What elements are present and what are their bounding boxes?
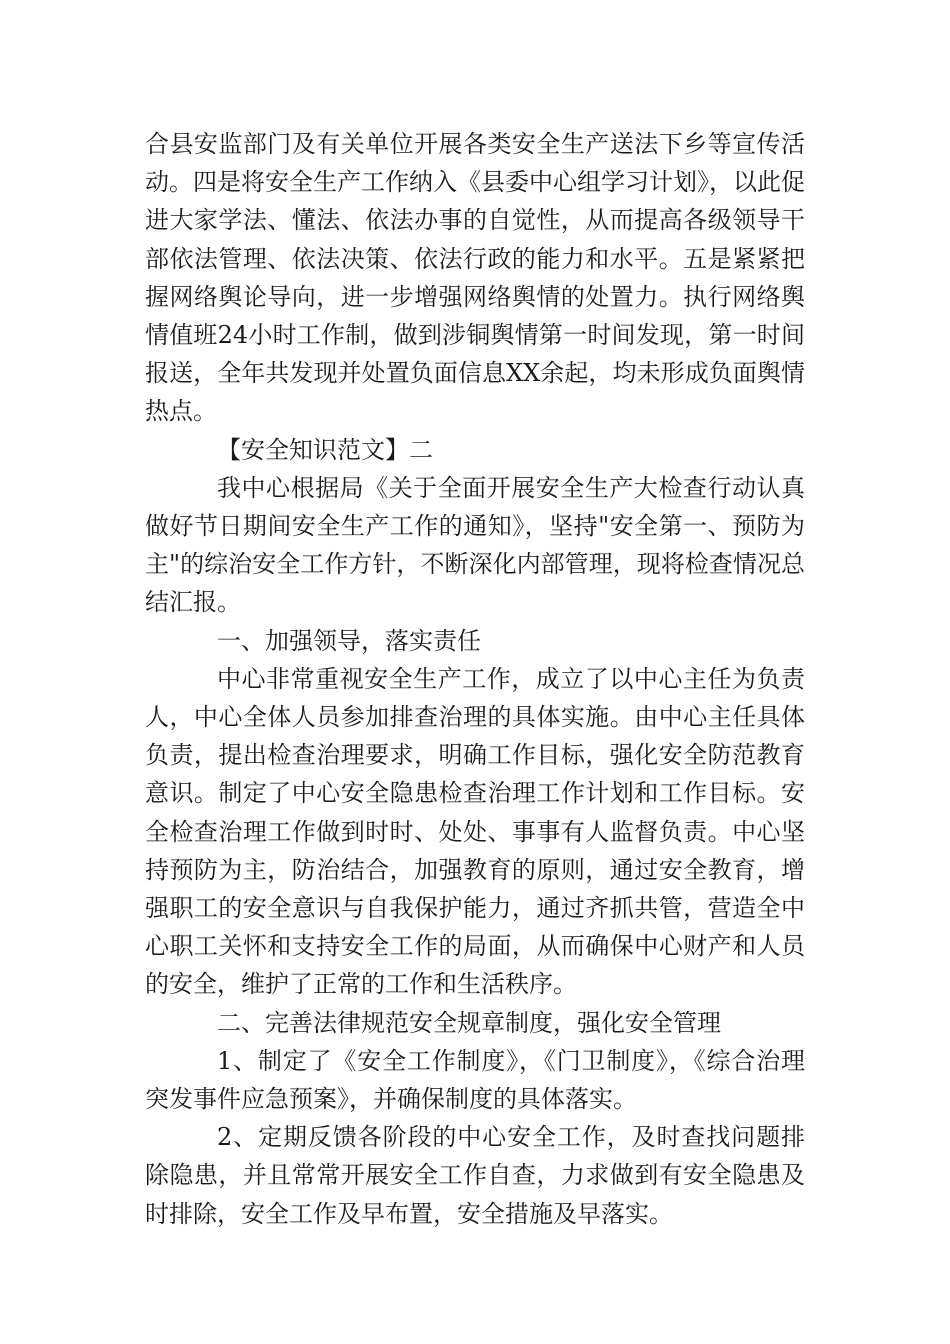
paragraph-item-1: 1、制定了《安全工作制度》，《门卫制度》，《综合治理突发事件应急预案》，并确保制度的具体落实。 (145, 1046, 805, 1114)
paragraph-item-2: 2、定期反馈各阶段的中心安全工作，及时查找问题排除隐患，并且常常开展安全工作自查，力求做到有安全隐患及时排除，安全工作及早布置，安全措施及早落实。 (145, 1123, 805, 1228)
section-heading: 【安全知识范文】二 (217, 435, 433, 464)
paragraph-intro: 我中心根据局《关于全面开展安全生产大检查行动认真做好节日期间安全生产工作的通知》，坚持"安全第一、预防为主"的综治安全工作方针，不断深化内部管理，现将检查情况总结汇报。 (145, 473, 805, 617)
subheading-leadership: 一、加强领导，落实责任 (217, 626, 481, 655)
paragraph-continuation: 合县安监部门及有关单位开展各类安全生产送法下乡等宣传活动。四是将安全生产工作纳入《县委中心组学习计划》，以此促进大家学法、懂法、依法办事的自觉性，从而提高各级领导干部依法管理、依法决策、依法行政的能力和水平。五是紧紧把握网络舆论导向，进一步增强网络舆情的处置力。执行网络舆情值班24小时工作制，做到涉铜舆情第一时间发现，第一时间报送，全年共发现并处置负面信息XX余起，均未形成负面舆情热点。 (145, 130, 805, 426)
document-page (145, 125, 805, 1233)
paragraph-leadership: 中心非常重视安全生产工作，成立了以中心主任为负责人，中心全体人员参加排查治理的具体实施。由中心主任具体负责，提出检查治理要求，明确工作目标，强化安全防范教育意识。制定了中心安全隐患检查治理工作计划和工作目标。安全检查治理工作做到时时、处处、事事有人监督负责。中心坚持预防为主，防治结合，加强教育的原则，通过安全教育，增强职工的安全意识与自我保护能力，通过齐抓共管，营造全中心职工关怀和支持安全工作的局面，从而确保中心财产和人员的安全，维护了正常的工作和生活秩序。 (145, 664, 805, 999)
subheading-regulations: 二、完善法律规范安全规章制度，强化安全管理 (217, 1008, 721, 1037)
